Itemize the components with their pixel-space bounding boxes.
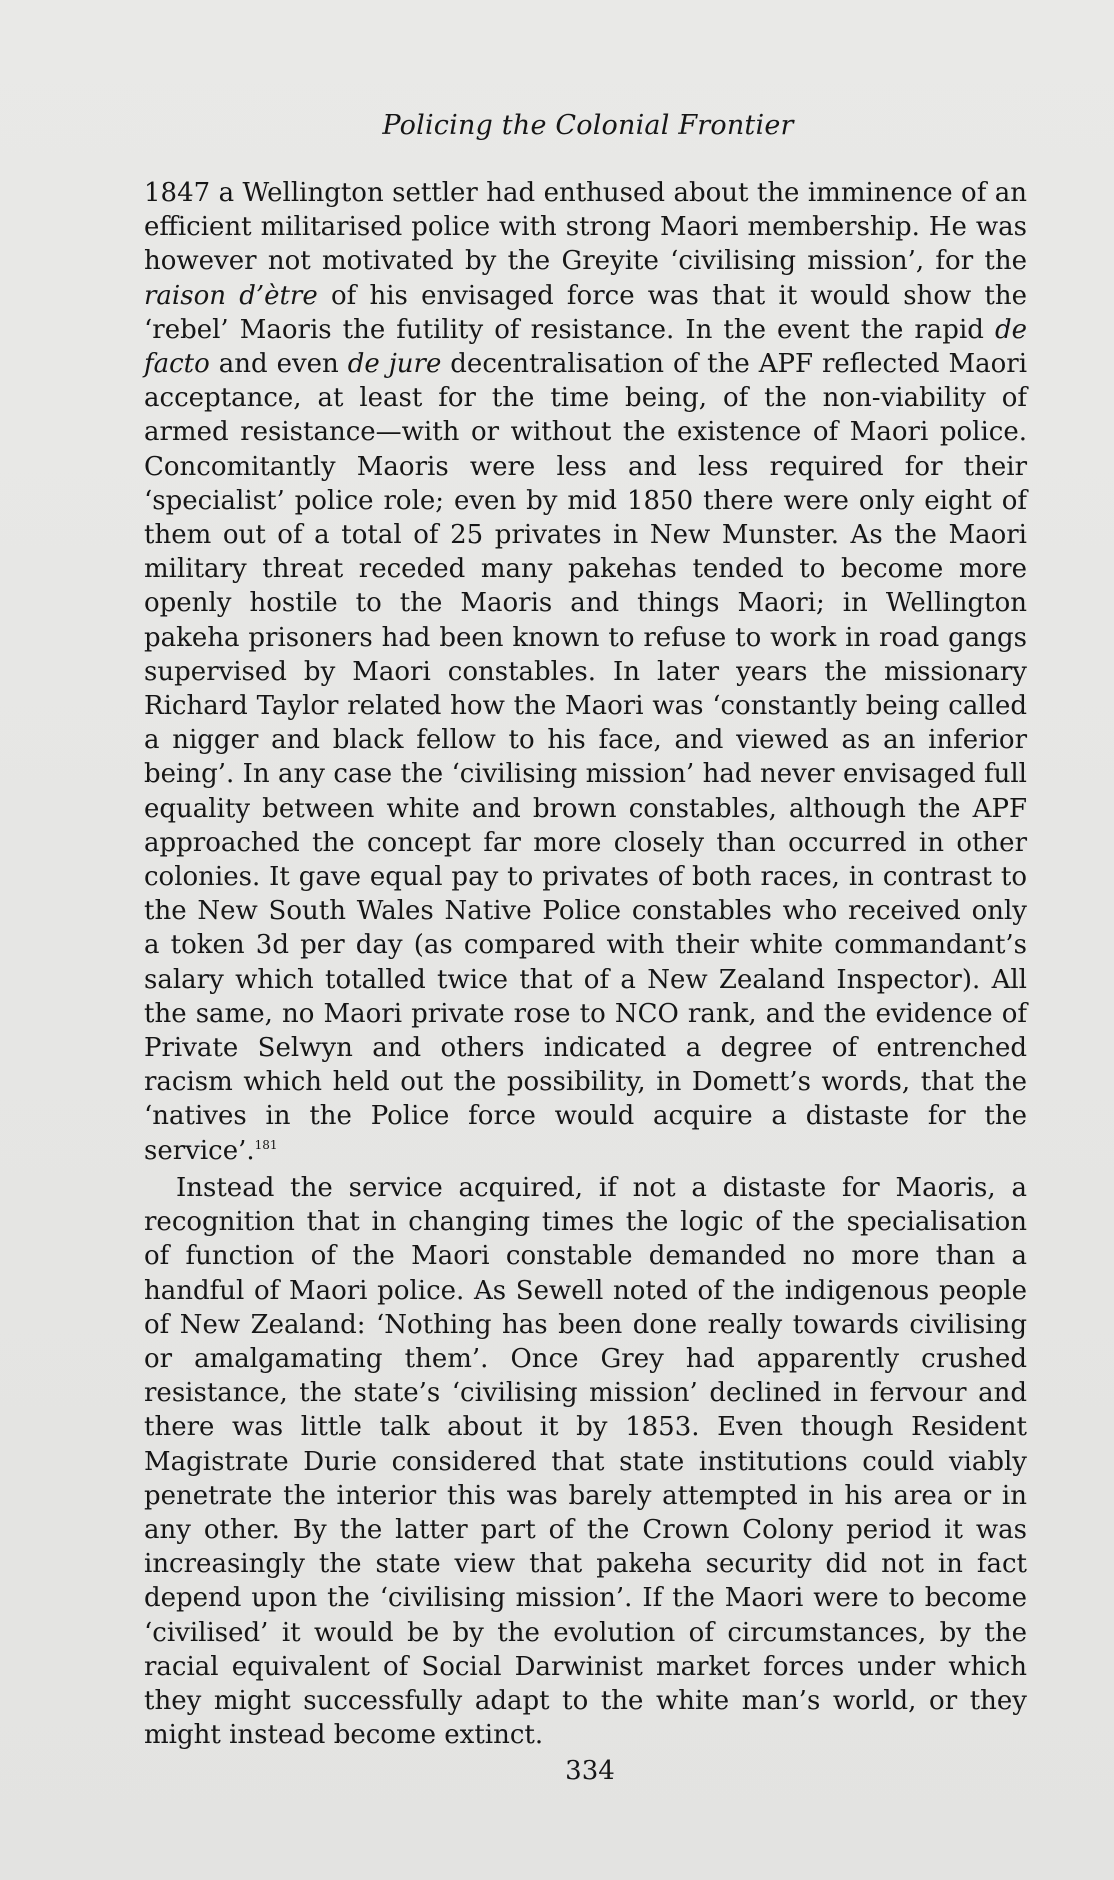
body-text — [144, 176, 1027, 1752]
para1-segment-4: decentralisation of the APF reflected Maori acceptance, at least for the time being, of the non-viability of armed resistance—with or without the existence of Maori police. Concomitantly Maoris were less and less required for their ‘specialist’ police role; even by mid 1850 there were only eight of them out of a total of 25 privates in New Munster. As the Maori military threat receded many pakehas tended to become more openly hostile to the Maoris and things Maori; in Wellington pakeha prisoners had been known to refuse to work in road gangs supervised by Maori constables. In later years the missionary Richard Taylor related how the Maori was ‘constantly being called a nigger and black fellow to his face, and viewed as an inferior being’. In any case the ‘civilising mission’ had never envisaged full equality between white and brown constables, although the APF approached the concept far more closely than occurred in other colonies. It gave equal pay to privates of both races, in contrast to the New South Wales Native Police constables who received only a token 3d per day (as compared with their white commandant’s salary which totalled twice that of a New Zealand Inspector). All the same, no Maori private rose to NCO rank, and the evidence of Private Selwyn and others indicated a degree of entrenched racism which held out the possibility, in Domett’s words, that the ‘natives in the Police force would acquire a distaste for the service’. — [144, 349, 1028, 1166]
paragraph-2: Instead the service acquired, if not a distaste for Maoris, a recognition that in changing times the logic of the specialisation of function of the Maori constable demanded no more than a handful of Maori police. As Sewell noted of the indigenous people of New Zealand: ‘Nothing has been done really towards civilising or amalgamating them’. Once Grey had apparently crushed resistance, the state’s ‘civilising mission’ declined in fervour and there was little talk about it by 1853. Even though Resident Magistrate Durie considered that state institutions could viably penetrate the interior this was barely attempted in his area or in any other. By the latter part of the Crown Colony period it was increasingly the state view that pakeha security did not in fact depend upon the ‘civilising mission’. If the Maori were to become ‘civilised’ it would be by the evolution of circumstances, by the racial equivalent of Social Darwinist market forces under which they might successfully adapt to the white man’s world, or they might instead become extinct. — [144, 1172, 1027, 1751]
para1-segment-2: of his envisaged force was that it would show the ‘rebel’ Maoris the futility of resistance. In the event the rapid — [144, 280, 1028, 345]
para1-italic-raison-detre: raison d’ètre — [144, 280, 318, 311]
footnote-marker: 181 — [254, 1137, 278, 1152]
para1-italic-de-jure: de jure — [347, 349, 442, 380]
para1-italic-de-facto: de facto — [144, 314, 1027, 380]
running-head: Policing the Colonial Frontier — [382, 110, 794, 141]
paragraph-1 — [144, 176, 1027, 1168]
para1-segment-3: and even — [209, 349, 348, 380]
para1-segment-1: 1847 a Wellington settler had enthused about the imminence of an efficient militarised police with strong Maori membership. He was however not motivated by the Greyite ‘civilising mission’, for the — [144, 178, 1027, 277]
page-number: 334 — [565, 1756, 615, 1786]
